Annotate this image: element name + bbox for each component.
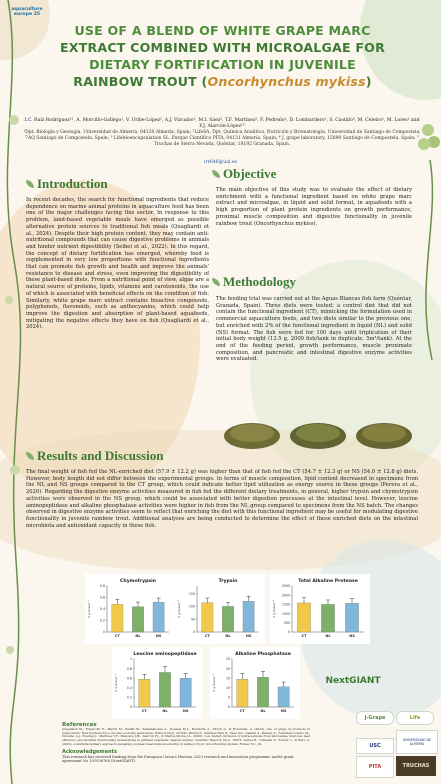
x-tick-label: NS bbox=[245, 634, 252, 638]
title-line-4: RAINBOW TROUT ( bbox=[73, 74, 208, 89]
bar-nl bbox=[257, 677, 268, 707]
y-tick-label: 0.8 bbox=[126, 666, 132, 671]
y-tick-label: 0.8 bbox=[99, 584, 105, 589]
introduction-section bbox=[26, 176, 209, 331]
chart-ylabel: U g tissue⁻¹ bbox=[87, 600, 91, 618]
objective-section bbox=[212, 166, 416, 227]
x-tick-label: NS bbox=[182, 709, 189, 713]
y-tick-label: 50 bbox=[190, 617, 195, 622]
chart-ylabel: U g tissue⁻¹ bbox=[212, 674, 216, 692]
objective-heading: Objective bbox=[223, 166, 277, 181]
chart-leucine-aminopeptidase bbox=[112, 647, 202, 719]
poster-title bbox=[20, 22, 425, 90]
bar-ct bbox=[112, 604, 123, 632]
y-tick-label: 0 bbox=[227, 705, 230, 710]
x-tick-label: CT bbox=[204, 634, 210, 638]
bar-nl bbox=[159, 672, 170, 707]
title-line-1: USE OF A BLEND OF WHITE GRAPE MARC bbox=[74, 23, 371, 38]
x-tick-label: NS bbox=[349, 634, 355, 638]
x-tick-label: CT bbox=[114, 634, 120, 638]
results-text: The final weight of fish fed the NL-enriched diet (57.9 ± 12.2 g) was higher than that of fish fed the CT (54.7 ± 12.3 g) or NS (54.0 ± 12.8 g) diets. However, body length did not differ between the experimental groups. In terms of muscle composition, lipid content decreased in specimens from the NL and NS groups compared to the CT group, which could indicate better lipid utilization as energy source in these groups (Perera et al., 2020). Regarding the digestive enzyme activities measured in fish fed the different dietary treatments, in general, higher trypsin and chymotrypsin activities were observed in the NS group, which could be associated with better digestion processes at the intestinal level. However, leucine aminopeptidase and alkaline phosphatase activities were higher in fish from the NL group compared to specimens from the NS batch. The changes observed in digestive enzyme activities seem to reflect that enriching the diet with this functional ingredient may be useful for modulating digestive functionality in juvenile rainbow trout. Additional analyses are being conducted to determine the effect of these enriched diets on the intestinal microbiota and antioxidant capacity in these fish. bbox=[26, 469, 418, 529]
y-tick-label: 0 bbox=[287, 630, 290, 635]
bar-ct bbox=[202, 603, 213, 632]
objective-text: The main objective of this study was to evaluate the effect of dietary enrichment with a functional ingredient based on white grape marc extract and microalgae, in liquid and solid format, in aquafeeds with a high proportion of plant protein ingredients on growth performance, proximal muscle composition and digestive functionality in juvenile rainbow trout (Oncorhynchus mykiss). bbox=[216, 187, 412, 227]
leaf-icon bbox=[212, 170, 220, 178]
logo-nextgiant bbox=[318, 672, 388, 690]
x-tick-label: NL bbox=[325, 634, 331, 638]
ual-text: UNIVERSIDAD DE ALMERÍA bbox=[402, 738, 432, 746]
leaf-icon bbox=[212, 278, 220, 286]
y-tick-label: 10 bbox=[225, 686, 230, 690]
title-close: ) bbox=[365, 74, 372, 89]
logo-ual bbox=[396, 730, 438, 754]
grape-text: J-Grape bbox=[364, 715, 386, 721]
chart-title: Total Alkaline Protease bbox=[298, 579, 358, 584]
references-heading: References bbox=[62, 722, 97, 728]
y-tick-label: 0 bbox=[192, 630, 195, 635]
x-tick-label: NL bbox=[135, 634, 141, 638]
references-section bbox=[62, 722, 310, 764]
y-tick-label: 0.2 bbox=[126, 695, 132, 700]
y-tick-label: 1000 bbox=[281, 611, 290, 616]
chart-title: Chymotrypsin bbox=[120, 579, 156, 584]
y-tick-label: 150 bbox=[188, 591, 195, 596]
pita-text: PITA bbox=[368, 764, 382, 770]
bar-nl bbox=[132, 607, 143, 632]
chart-total-alkaline-protease bbox=[270, 574, 370, 644]
acknowledgements-text: This research has received funding from the European Union's Horizon 2020 research and innovation programme under grant agreement No 101036768 (NextGIANT). bbox=[62, 754, 294, 764]
bar-ns bbox=[345, 603, 358, 632]
badge-text: aquaculture europe 25 bbox=[11, 7, 43, 17]
methodology-heading: Methodology bbox=[223, 274, 296, 289]
chart-chymotrypsin bbox=[85, 574, 175, 644]
bar-ct bbox=[237, 679, 248, 707]
chart-ylabel: U g tissue⁻¹ bbox=[177, 600, 181, 618]
chart-ylabel: U g tissue⁻¹ bbox=[272, 600, 276, 618]
x-tick-label: NS bbox=[155, 634, 162, 638]
y-tick-label: 5 bbox=[227, 695, 230, 700]
y-tick-label: 0 bbox=[102, 630, 105, 635]
usc-text: USC bbox=[369, 743, 381, 749]
y-tick-label: 0.2 bbox=[99, 618, 105, 623]
logo-grape bbox=[356, 711, 394, 725]
bar-nl bbox=[222, 606, 233, 632]
y-tick-label: 0 bbox=[129, 705, 132, 710]
leaf-icon bbox=[26, 452, 34, 460]
results-heading: Results and Discussion bbox=[37, 448, 164, 463]
title-line-3: DIETARY FORTIFICATION IN JUVENILE bbox=[89, 57, 356, 72]
x-tick-label: NL bbox=[162, 709, 168, 713]
y-tick-label: 2500 bbox=[281, 584, 290, 589]
contact-email[interactable]: irr646@ual.es bbox=[204, 160, 237, 165]
y-tick-label: 1 bbox=[129, 657, 132, 662]
bar-ns bbox=[153, 602, 164, 632]
bar-ns bbox=[243, 601, 254, 632]
x-tick-label: NS bbox=[280, 709, 287, 713]
chart-svg-2 bbox=[270, 574, 370, 644]
references-text: Quagliardi M., Frapiccini E., Marini M., Panfili M., Santanatoglia A., Kouassi M.L., Borrasini A., Vittori S., & Roncarati, A. (2024). Use of grape by-products in aquaculture: New frontiers for a circular economy application. Heliyon10(5), e27443. Perera E., Sánchez-Ruiz D., Sáez M.I., Galafat A., Barany A., Fernández-Castro M., Vizcaíno A.J., Fuentes J., Martínez T.F., Mancera J.M., Alarcón F.J., & Martos-Sitcha J.A. (2020). Low dietary inclusion of nutraceuticals from microalgae improves feed efficiency and modifies intermediary metabolisms in gilthead seabream (Sparus aurata). Scientific Reports 10(1), 18676. Seibel H., Chikwati E., Schulz C., & Rebl, A. (2022). A multidisciplinary approach evaluating soybean meal-induced enteritis in rainbow trout. Oncorhynchus mykiss. Fishes 7(1), 22. bbox=[62, 727, 310, 746]
y-tick-label: 0.6 bbox=[126, 676, 132, 681]
chart-svg-4 bbox=[210, 647, 300, 719]
results-section bbox=[26, 448, 418, 529]
chart-svg-0 bbox=[85, 574, 175, 644]
chart-svg-3 bbox=[112, 647, 202, 719]
feed-pellet-images bbox=[220, 416, 416, 452]
leaf-icon bbox=[26, 180, 34, 188]
y-tick-label: 0.4 bbox=[126, 686, 132, 690]
title-line-2: EXTRACT COMBINED WITH MICROALGAE FOR bbox=[60, 40, 385, 55]
y-tick-label: 15 bbox=[225, 676, 230, 681]
x-tick-label: CT bbox=[141, 709, 147, 713]
y-tick-label: 100 bbox=[188, 604, 195, 609]
x-tick-label: NL bbox=[225, 634, 231, 638]
x-tick-label: CT bbox=[239, 709, 245, 713]
x-tick-label: NL bbox=[260, 709, 266, 713]
bar-nl bbox=[321, 604, 334, 632]
chart-title: Trypsin bbox=[218, 579, 238, 584]
chart-ylabel: U g tissue⁻¹ bbox=[114, 674, 118, 692]
y-tick-label: 500 bbox=[283, 621, 290, 625]
acknowledgements-heading: Acknowledgements bbox=[62, 748, 117, 755]
y-tick-label: 25 bbox=[225, 657, 230, 662]
logo-truchas bbox=[396, 756, 436, 776]
y-tick-label: 2000 bbox=[281, 593, 290, 598]
author-list: I.C. Ruiz Rodríguez¹², A. Morcillo-Gallego¹, V. Uribe-López², A.J. Vizcaíno², M.I. Sáez², T.F. Martínez², F. Pedreño¹, D. Lombardero³, S. Castillo³, M. Celeiro¹, M. Lores¹ and F.J. Alarcón-López¹² bbox=[24, 118, 420, 129]
y-tick-label: 0.6 bbox=[99, 595, 105, 600]
chart-title: Alkaline Phosphatase bbox=[235, 652, 291, 657]
y-tick-label: 0.4 bbox=[99, 607, 105, 612]
nextgiant-text: NextGIANT bbox=[325, 676, 381, 686]
truchas-text: TRUCHAS bbox=[402, 763, 430, 769]
conference-badge bbox=[4, 4, 50, 20]
x-tick-label: CT bbox=[301, 634, 307, 638]
logo-usc bbox=[356, 738, 394, 754]
bar-ct bbox=[297, 603, 310, 632]
title-species: Oncorhynchus mykiss bbox=[207, 74, 366, 89]
introduction-text: In recent decades, the search for functional ingredients that reduce dependence on marine animal proteins in aquaculture feed has been one of the major challenges facing this sector. In response to this problem, land-based vegetable meals have emerged as possible alternative protein sources to traditional fish meals (Quagliardi et al., 2024). Despite their high protein content, they may contain anti-nutritional compounds that can cause digestive problems in animals and hinder nutrient digestibility (Seibel et al., 2022). In this regard, the concept of dietary fortification has emerged, whereby feed is supplemented in very low proportions with functional ingredients that can promote fish growth and health and improve the animals' resistance to disease and stress, even improving the digestibility of these plant-based diets. From a nutritional point of view, algae are a natural source of proteins, lipids, vitamins and carotenoids, the use of which is associated with beneficial effects on the condition of fish. Similarly, white grape marc extract contains bioactive compounds, polyphenols, flavonoids, such as anthocyanins, which could help improve the digestion and absorption of plant-based aquafeeds, mitigating the negative effects they have on fish (Quagliardi et al., 2024). bbox=[26, 197, 209, 331]
y-tick-label: 20 bbox=[225, 666, 230, 671]
chart-alkaline-phosphatase bbox=[210, 647, 300, 719]
bar-ct bbox=[139, 679, 150, 707]
methodology-text: The feeding trial was carried out at the Aguas Blancas fish farm (Quéntar, Granada, Spain). Three diets were tested: a control diet that did not contain the functional ingredient (CT), mimicking the formulation used in commercial aquaculture feeds, and two diets similar to the previous one, but enriched with 2% of the functional ingredient in liquid (NL) and solid (NS) format. The fish were fed for 100 days until triplication of their initial body weight (12.5 g, 2000 fish/tank in duplicate, 5m³/tank). At the end of the feeding period, growth performance, muscle proximate composition, and pancreatic and intestinal digestive enzyme activities were evaluated. bbox=[216, 296, 412, 363]
logo-life bbox=[396, 711, 434, 725]
bar-ns bbox=[180, 678, 191, 707]
methodology-section bbox=[212, 274, 416, 363]
y-tick-label: 1500 bbox=[281, 602, 290, 607]
logo-pita bbox=[356, 756, 394, 778]
chart-title: Leucine aminopeptidase bbox=[133, 652, 197, 657]
life-text: Life bbox=[409, 715, 421, 721]
bar-ns bbox=[278, 687, 289, 707]
affiliations: ¹Dpt. Biología y Geología. Universidad de Almería, 04120 Almería, Spain; ²LifeSA, Dpt. Química Analítica, Nutrición y Bromatología, Universidad de Santiago de Compostela, 7AQ Santiago de Compostela, Spain; ³ Lifebioencapsulation SL. Parque Científico PITA, 04131 Almería, Spain; ⁴ J. grape laboratory, 15890 Santiago de Compostela, Spain; ⁵ Truchas de Sierra Nevada, Quéntar, 18192 Granada, Spain. bbox=[23, 130, 421, 147]
chart-svg-1 bbox=[175, 574, 265, 644]
introduction-heading: Introduction bbox=[37, 176, 108, 191]
chart-trypsin bbox=[175, 574, 265, 644]
